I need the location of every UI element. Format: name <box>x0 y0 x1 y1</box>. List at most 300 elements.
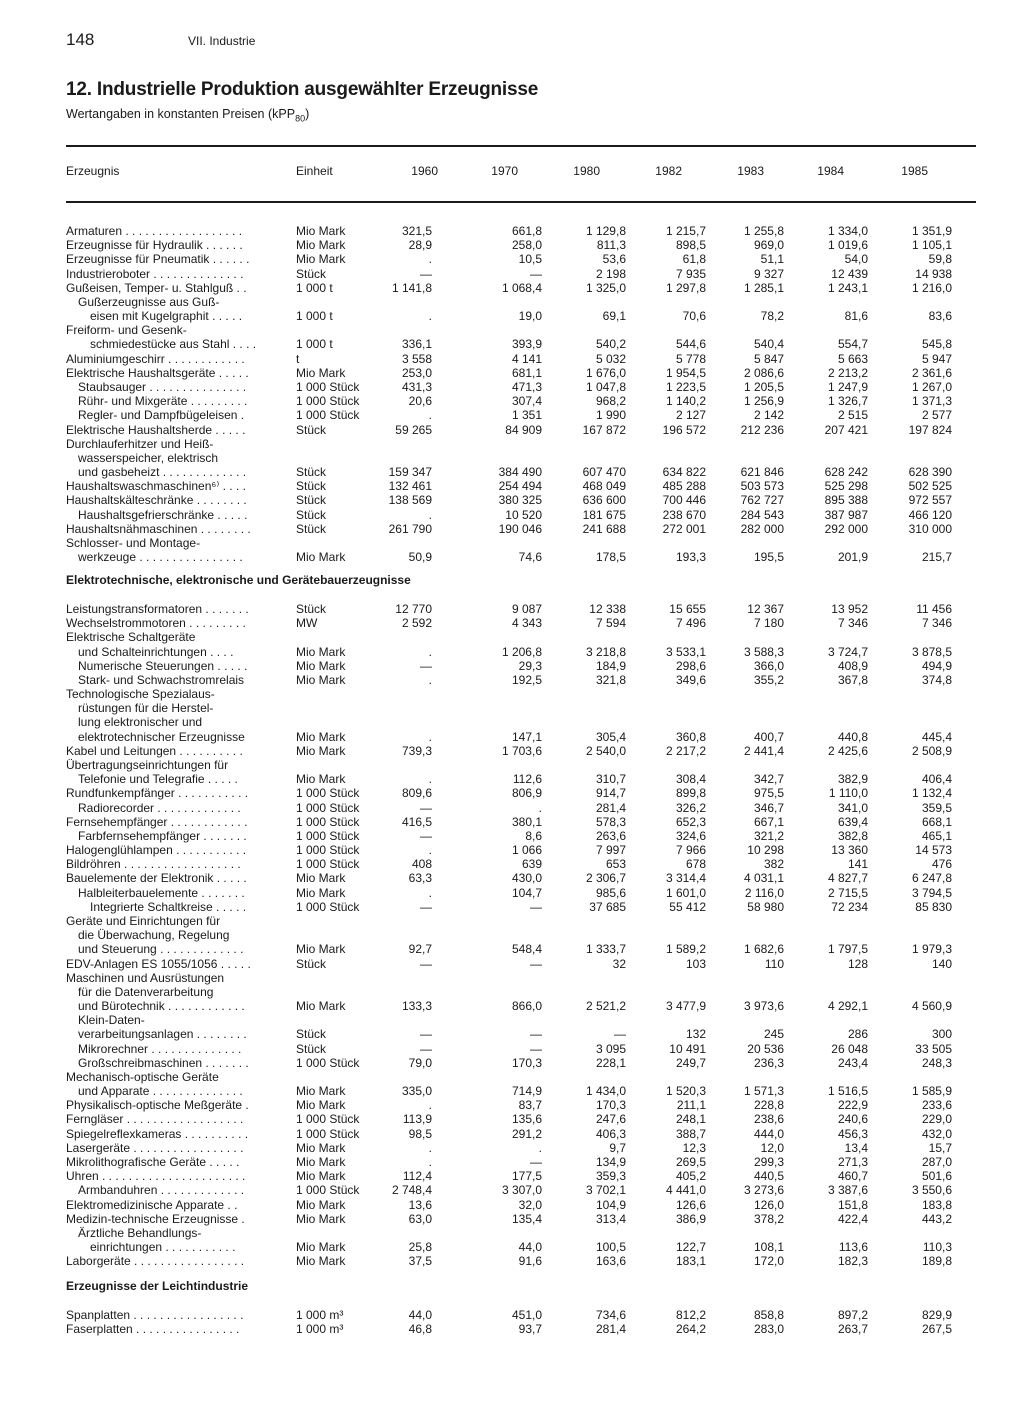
row-value: 132 461 <box>388 479 432 494</box>
row-unit: Stück <box>296 266 327 281</box>
row-value: 7 935 <box>675 266 706 281</box>
row-value: 126,0 <box>753 1197 784 1212</box>
row-label: Leistungstransformatoren . . . . . . . <box>66 602 249 616</box>
row-value: 809,6 <box>401 786 432 801</box>
row-value: 985,6 <box>595 885 626 900</box>
row-value: 1 285,1 <box>743 280 784 295</box>
row-value: 3 095 <box>595 1041 626 1056</box>
row-value: 3 533,1 <box>665 644 706 659</box>
row-unit: Mio Mark <box>296 885 346 900</box>
row-value: 63,3 <box>408 871 432 886</box>
row-label: Ferngläser . . . . . . . . . . . . . . . . . . <box>66 1112 244 1127</box>
row-value: 899,8 <box>675 786 706 801</box>
table-row <box>0 1169 1024 1183</box>
row-value: 281,4 <box>595 800 626 815</box>
row-label: Medizin-technische Erzeugnisse . <box>66 1211 245 1226</box>
row-value: 3 588,3 <box>743 644 784 659</box>
row-value: 83,7 <box>518 1098 542 1113</box>
table-row <box>0 267 1024 281</box>
row-value: 503 573 <box>740 479 784 494</box>
row-value: . <box>538 1140 542 1155</box>
row-value: 1 351 <box>511 408 542 423</box>
row-value: 3 794,5 <box>911 885 952 900</box>
row-value: 494,9 <box>921 658 952 673</box>
row-value: . <box>428 672 432 687</box>
row-value: 55 412 <box>669 899 706 914</box>
row-label: Armaturen . . . . . . . . . . . . . . . . . . <box>66 224 243 238</box>
row-value: 183,8 <box>921 1197 952 1212</box>
row-value: 243,4 <box>837 1055 868 1070</box>
row-value: 15,7 <box>928 1140 952 1155</box>
table-row <box>0 730 1024 744</box>
row-label: Laborgeräte . . . . . . . . . . . . . . . . . <box>66 1254 245 1269</box>
row-value: 253,0 <box>401 365 432 380</box>
row-value: 3 307,0 <box>501 1183 542 1198</box>
row-unit: Mio Mark <box>296 1240 346 1255</box>
row-value: 271,3 <box>837 1155 868 1170</box>
row-value: 714,9 <box>511 1084 542 1099</box>
row-label: wasserspeicher, elektrisch <box>78 450 219 465</box>
row-unit: Mio Mark <box>296 224 346 238</box>
row-value: 812,2 <box>675 1308 706 1322</box>
row-value: 387 987 <box>824 507 868 522</box>
row-value: 1 954,5 <box>665 365 706 380</box>
row-value: — <box>420 658 432 673</box>
row-label: Übertragungseinrichtungen für <box>66 757 229 772</box>
row-value: — <box>420 828 432 843</box>
row-value: 667,1 <box>753 814 784 829</box>
row-label: Halbleiterbauelemente . . . . . . . <box>78 885 245 900</box>
row-label: einrichtungen . . . . . . . . . . . <box>90 1240 236 1255</box>
row-label: Numerische Steuerungen . . . . . <box>78 658 248 673</box>
table-row <box>0 1112 1024 1126</box>
table-row <box>0 451 1024 465</box>
row-value: 1 676,0 <box>585 365 626 380</box>
row-value: 406,3 <box>595 1126 626 1141</box>
row-value: 98,5 <box>408 1126 432 1141</box>
table-row <box>0 224 1024 238</box>
row-label: Industrieroboter . . . . . . . . . . . . . . <box>66 266 244 281</box>
row-value: 2 198 <box>595 266 626 281</box>
row-value: 3 702,1 <box>585 1183 626 1198</box>
row-value: — <box>420 1041 432 1056</box>
row-value: 233,6 <box>921 1098 952 1113</box>
row-label: schmiedestücke aus Stahl . . . . <box>90 337 257 352</box>
row-unit: 1 000 Stück <box>296 899 360 914</box>
row-value: . <box>428 252 432 267</box>
row-value: 5 778 <box>675 351 706 366</box>
row-value: 321,8 <box>595 672 626 687</box>
row-value: 128 <box>847 956 868 971</box>
row-value: — <box>420 1027 432 1042</box>
row-value: 13 952 <box>831 602 868 616</box>
row-value: 1 979,3 <box>911 942 952 957</box>
row-value: 228,1 <box>595 1055 626 1070</box>
table-row <box>0 957 1024 971</box>
row-value: 1 140,2 <box>665 394 706 409</box>
row-value: 485 288 <box>662 479 706 494</box>
row-unit: Mio Mark <box>296 1211 346 1226</box>
row-value: 84 909 <box>505 422 542 437</box>
row-unit: Stück <box>296 956 327 971</box>
row-value: 282 000 <box>740 521 784 536</box>
row-value: 2 425,6 <box>827 743 868 758</box>
row-value: 70,6 <box>682 309 706 324</box>
row-value: 858,8 <box>753 1308 784 1322</box>
row-unit: Mio Mark <box>296 1084 346 1099</box>
row-value: 914,7 <box>595 786 626 801</box>
row-label: EDV-Anlagen ES 1055/1056 . . . . . <box>66 956 251 971</box>
row-value: 1 205,5 <box>743 379 784 394</box>
row-value: 4 031,1 <box>743 871 784 886</box>
row-value: 7 346 <box>921 616 952 631</box>
table-row <box>0 508 1024 522</box>
row-unit: 1 000 Stück <box>296 800 360 815</box>
row-value: 159 347 <box>388 465 432 480</box>
row-label: Rühr- und Mixgeräte . . . . . . . . . <box>78 394 248 409</box>
row-value: 151,8 <box>837 1197 868 1212</box>
table-row <box>0 1056 1024 1070</box>
row-value: 19,0 <box>518 309 542 324</box>
row-value: 4 292,1 <box>827 999 868 1014</box>
row-value: 240,6 <box>837 1112 868 1127</box>
row-label: Freiform- und Gesenk- <box>66 323 187 338</box>
row-value: 108,1 <box>753 1240 784 1255</box>
row-value: 405,2 <box>675 1169 706 1184</box>
row-value: 81,6 <box>844 309 868 324</box>
row-value: 380 325 <box>498 493 542 508</box>
row-value: 299,3 <box>753 1155 784 1170</box>
row-value: 167 872 <box>582 422 626 437</box>
row-value: 182,3 <box>837 1254 868 1269</box>
row-label: Geräte und Einrichtungen für <box>66 913 221 928</box>
row-value: 46,8 <box>408 1322 432 1337</box>
table-top-rule <box>66 145 976 147</box>
row-value: 432,0 <box>921 1126 952 1141</box>
row-value: 2 306,7 <box>585 871 626 886</box>
row-value: 61,8 <box>682 252 706 267</box>
row-value: — <box>420 800 432 815</box>
row-value: 308,4 <box>675 772 706 787</box>
row-label: Radiorecorder . . . . . . . . . . . . . <box>78 800 241 815</box>
table-row <box>0 1155 1024 1169</box>
row-value: 360,8 <box>675 729 706 744</box>
row-label: Armbanduhren . . . . . . . . . . . . . <box>78 1183 245 1198</box>
row-value: 212 236 <box>740 422 784 437</box>
row-value: 170,3 <box>511 1055 542 1070</box>
row-value: 298,6 <box>675 658 706 673</box>
table-row <box>0 815 1024 829</box>
row-value: 261 790 <box>388 521 432 536</box>
row-label: für die Datenverarbeitung <box>78 984 214 999</box>
row-value: . <box>538 800 542 815</box>
row-value: 211,1 <box>676 1098 706 1113</box>
row-value: 384 490 <box>498 465 542 480</box>
row-value: 5 947 <box>921 351 952 366</box>
row-value: 91,6 <box>518 1254 542 1269</box>
row-value: 32,0 <box>518 1197 542 1212</box>
row-value: 386,9 <box>675 1211 706 1226</box>
row-value: 548,4 <box>511 942 542 957</box>
table-row <box>0 337 1024 351</box>
row-value: 10 491 <box>669 1041 706 1056</box>
row-value: 93,7 <box>518 1322 542 1337</box>
row-unit: 1 000 Stück <box>296 843 360 858</box>
row-value: 3 314,4 <box>665 871 706 886</box>
row-value: 134,9 <box>595 1155 626 1170</box>
row-unit: Stück <box>296 507 327 522</box>
row-value: 178,5 <box>595 550 626 565</box>
row-value: 1 990 <box>595 408 626 423</box>
row-value: 192,5 <box>511 672 542 687</box>
row-value: 72 234 <box>831 899 868 914</box>
row-unit: Mio Mark <box>296 1169 346 1184</box>
row-unit: Stück <box>296 479 327 494</box>
row-value: 465,1 <box>921 828 952 843</box>
row-value: 2 127 <box>675 408 706 423</box>
row-value: 3 218,8 <box>585 644 626 659</box>
row-value: 969,0 <box>753 238 784 253</box>
row-value: 286 <box>847 1027 868 1042</box>
row-value: 140 <box>931 956 952 971</box>
row-label: Schlosser- und Montage- <box>66 535 201 550</box>
column-header-year: 1984 <box>817 164 844 178</box>
row-value: 300 <box>931 1027 952 1042</box>
row-value: 3 273,6 <box>743 1183 784 1198</box>
row-value: 634 822 <box>662 465 706 480</box>
row-value: 2 441,4 <box>743 743 784 758</box>
row-value: 83,6 <box>928 309 952 324</box>
table-row <box>0 1013 1024 1027</box>
row-unit: Mio Mark <box>296 871 346 886</box>
table-row <box>0 295 1024 309</box>
row-value: 12 770 <box>395 602 432 616</box>
row-value: 263,7 <box>837 1322 868 1337</box>
row-value: 7 346 <box>837 616 868 631</box>
row-value: — <box>420 266 432 281</box>
table-row <box>0 423 1024 437</box>
row-label: elektrotechnischer Erzeugnisse <box>78 729 245 744</box>
row-value: 25,8 <box>408 1240 432 1255</box>
row-value: 762 727 <box>740 493 784 508</box>
row-value: 170,3 <box>595 1098 626 1113</box>
table-row <box>0 985 1024 999</box>
row-value: 349,6 <box>675 672 706 687</box>
table-row <box>0 843 1024 857</box>
row-unit: Mio Mark <box>296 1254 346 1269</box>
table-row <box>0 616 1024 630</box>
row-value: 422,4 <box>837 1211 868 1226</box>
row-value: 245 <box>763 1027 784 1042</box>
row-value: 1 326,7 <box>827 394 868 409</box>
table-row <box>0 1212 1024 1226</box>
section-title: Elektrotechnische, elektronische und Gerätebauerzeugnisse <box>66 573 411 587</box>
row-value: 1 255,8 <box>743 224 784 238</box>
row-value: 1 571,3 <box>743 1084 784 1099</box>
row-unit: 1 000 Stück <box>296 786 360 801</box>
row-value: . <box>428 309 432 324</box>
row-label: Elektrische Schaltgeräte <box>66 630 196 645</box>
row-value: . <box>428 1098 432 1113</box>
row-value: 104,7 <box>511 885 542 900</box>
row-label: Bildröhren . . . . . . . . . . . . . . . . . . <box>66 857 241 872</box>
row-value: 366,0 <box>753 658 784 673</box>
row-value: 63,0 <box>408 1211 432 1226</box>
row-value: 58 980 <box>747 899 784 914</box>
row-unit: 1 000 t <box>296 337 333 352</box>
row-label: werkzeuge . . . . . . . . . . . . . . . . <box>78 550 243 565</box>
row-value: 5 663 <box>837 351 868 366</box>
row-value: 1 243,1 <box>827 280 868 295</box>
row-value: 1 516,5 <box>827 1084 868 1099</box>
row-label: Wechselstrommotoren . . . . . . . . . <box>66 616 246 631</box>
row-value: 92,7 <box>408 942 432 957</box>
row-value: 471,3 <box>511 379 542 394</box>
row-value: 20,6 <box>408 394 432 409</box>
row-value: 416,5 <box>401 814 432 829</box>
row-unit: 1 000 Stück <box>296 1183 360 1198</box>
row-value: 3 387,6 <box>827 1183 868 1198</box>
row-value: 456,3 <box>837 1126 868 1141</box>
row-value: 7 966 <box>675 843 706 858</box>
row-unit: Mio Mark <box>296 1140 346 1155</box>
subtitle-text: Wertangaben in konstanten Preisen (kPP <box>66 107 296 121</box>
row-unit: Mio Mark <box>296 729 346 744</box>
subtitle-subscript: 80 <box>295 113 306 124</box>
table-row <box>0 1240 1024 1254</box>
row-value: 502 525 <box>908 479 952 494</box>
row-unit: MW <box>296 616 318 631</box>
row-value: 342,7 <box>753 772 784 787</box>
row-value: 12 439 <box>831 266 868 281</box>
row-value: 15 655 <box>669 602 706 616</box>
row-value: 1 585,9 <box>911 1084 952 1099</box>
row-value: . <box>428 1140 432 1155</box>
table-row <box>0 1322 1024 1336</box>
table-row <box>0 942 1024 956</box>
row-value: 811,3 <box>596 238 626 253</box>
table-row <box>0 715 1024 729</box>
row-value: 806,9 <box>511 786 542 801</box>
row-value: 393,9 <box>511 337 542 352</box>
chapter-title: VII. Industrie <box>188 34 256 48</box>
column-header-year: 1983 <box>737 164 764 178</box>
row-label: Mikrolithografische Geräte . . . . . <box>66 1155 240 1170</box>
row-label: und Bürotechnik . . . . . . . . . . . . <box>78 999 245 1014</box>
row-value: 14 573 <box>915 843 952 858</box>
row-value: 2 515 <box>837 408 868 423</box>
row-value: 639,4 <box>837 814 868 829</box>
row-value: 135,6 <box>511 1112 542 1127</box>
row-label: Maschinen und Ausrüstungen <box>66 970 225 985</box>
table-row <box>0 1226 1024 1240</box>
row-value: 12,0 <box>760 1140 784 1155</box>
table-row <box>0 673 1024 687</box>
table-row <box>0 309 1024 323</box>
row-label: Rundfunkempfänger . . . . . . . . . . . <box>66 786 249 801</box>
row-value: 1 601,0 <box>665 885 706 900</box>
row-label: Durchlauferhitzer und Heiß- <box>66 436 214 451</box>
row-unit: Mio Mark <box>296 942 346 957</box>
row-value: 6 247,8 <box>911 871 952 886</box>
row-value: 281,4 <box>595 1322 626 1337</box>
row-value: 85 830 <box>915 899 952 914</box>
row-value: 445,4 <box>921 729 952 744</box>
row-value: 367,8 <box>837 672 868 687</box>
table-row <box>0 437 1024 451</box>
row-value: 7 180 <box>753 616 784 631</box>
row-value: 1 129,8 <box>585 224 626 238</box>
row-value: 430,0 <box>511 871 542 886</box>
row-value: 440,5 <box>753 1169 784 1184</box>
row-label: und Steuerung . . . . . . . . . . . . . <box>78 942 244 957</box>
row-value: 1 215,7 <box>665 224 706 238</box>
row-value: 138 569 <box>388 493 432 508</box>
row-value: 1 110,0 <box>828 786 868 801</box>
row-value: 545,8 <box>921 337 952 352</box>
row-label: Spanplatten . . . . . . . . . . . . . . . . . <box>66 1308 244 1322</box>
table-row <box>0 465 1024 479</box>
row-unit: Mio Mark <box>296 1155 346 1170</box>
row-label: Lasergeräte . . . . . . . . . . . . . . . . . <box>66 1140 244 1155</box>
row-value: 197 824 <box>908 422 952 437</box>
row-value: 7 997 <box>595 843 626 858</box>
row-value: 1 247,9 <box>827 379 868 394</box>
row-value: 12,3 <box>682 1140 706 1155</box>
column-header-unit: Einheit <box>296 164 333 178</box>
row-value: 195,5 <box>753 550 784 565</box>
table-row <box>0 886 1024 900</box>
row-value: 12 338 <box>589 602 626 616</box>
row-value: 228,8 <box>753 1098 784 1113</box>
row-value: 321,5 <box>401 224 432 238</box>
row-value: 258,0 <box>511 238 542 253</box>
table-row <box>0 1308 1024 1322</box>
row-value: 248,1 <box>675 1112 706 1127</box>
row-value: 5 032 <box>595 351 626 366</box>
row-value: 476 <box>931 857 952 872</box>
row-unit: 1 000 m³ <box>296 1322 344 1337</box>
row-value: 9,7 <box>609 1140 626 1155</box>
row-unit: Stück <box>296 521 327 536</box>
row-value: 184,9 <box>595 658 626 673</box>
subtitle-tail: ) <box>305 107 310 121</box>
table-row <box>0 536 1024 550</box>
row-value: 177,5 <box>511 1169 542 1184</box>
row-value: 578,3 <box>595 814 626 829</box>
row-value: 2 540,0 <box>585 743 626 758</box>
table-row <box>0 281 1024 295</box>
column-header-year: 1982 <box>655 164 682 178</box>
row-value: 110,3 <box>922 1240 952 1255</box>
row-value: 501,6 <box>921 1169 952 1184</box>
row-value: 346,7 <box>753 800 784 815</box>
row-value: 44,0 <box>518 1240 542 1255</box>
row-value: 193,3 <box>675 550 706 565</box>
row-value: 554,7 <box>837 337 868 352</box>
row-value: . <box>428 644 432 659</box>
row-value: 734,6 <box>595 1308 626 1322</box>
row-value: 50,9 <box>408 550 432 565</box>
row-value: 897,2 <box>837 1308 868 1322</box>
table-row <box>0 394 1024 408</box>
row-unit: 1 000 Stück <box>296 1055 360 1070</box>
row-value: 249,7 <box>675 1055 706 1070</box>
row-value: 7 594 <box>595 616 626 631</box>
row-value: 1 371,3 <box>911 394 952 409</box>
row-label: und Schalteinrichtungen . . . . <box>78 644 234 659</box>
row-value: 1 267,0 <box>911 379 952 394</box>
